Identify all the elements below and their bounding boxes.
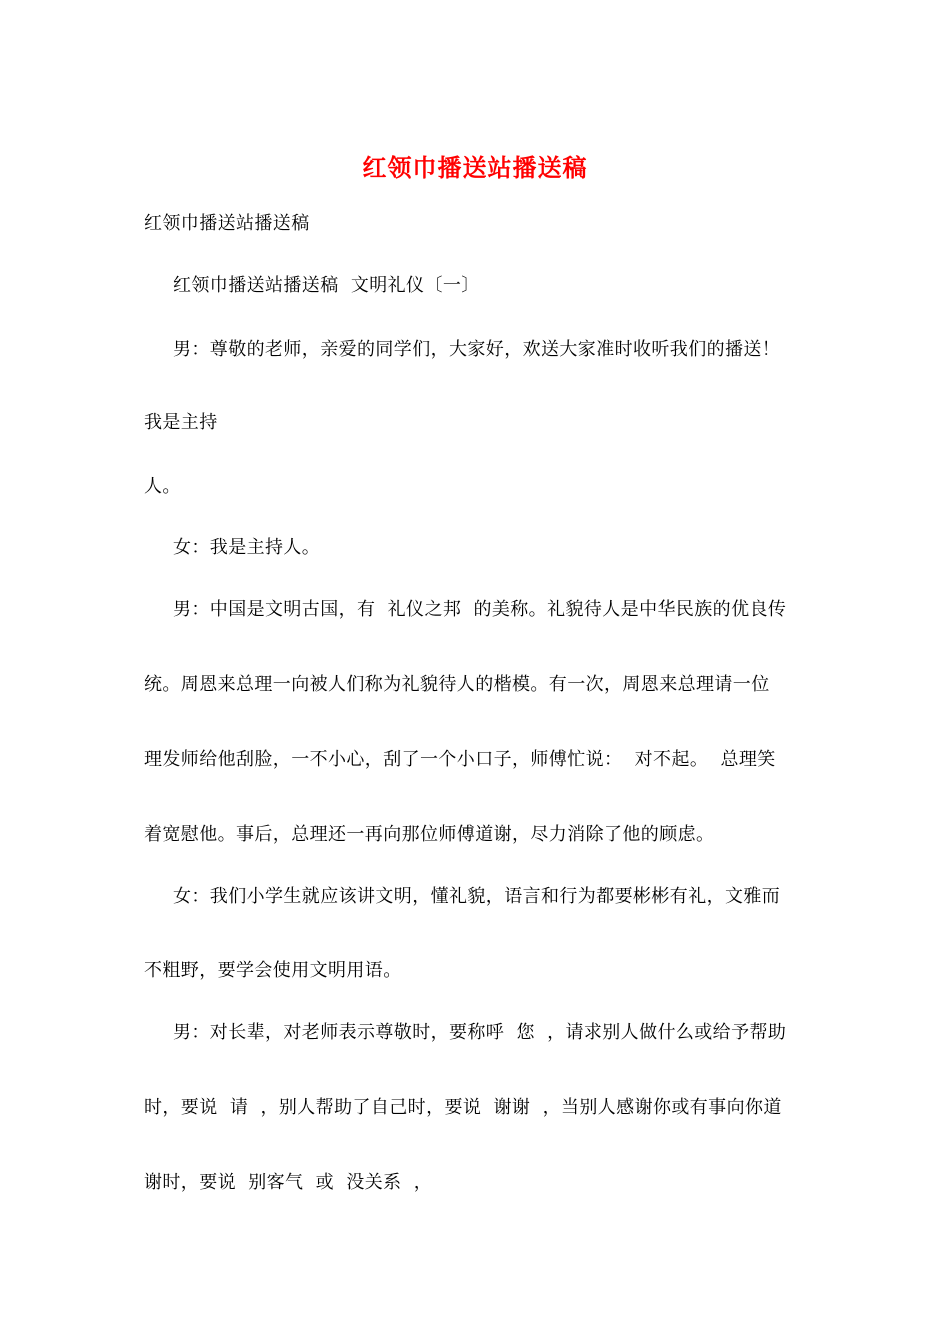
paragraph-line: 谢时，要说 别客气 或 没关系 ，: [144, 1172, 433, 1193]
paragraph-line: 女：我们小学生就应该讲文明，懂礼貌，语言和行为都要彬彬有礼，文雅而: [173, 886, 781, 907]
paragraph-line: 人。: [144, 476, 181, 497]
subtitle-line: 红领巾播送站播送稿: [144, 213, 310, 234]
section-heading: 红领巾播送站播送稿 文明礼仪〔一〕: [173, 275, 480, 296]
paragraph-line: 男：尊敬的老师，亲爱的同学们，大家好，欢送大家准时收听我们的播送！: [173, 339, 781, 360]
paragraph-line: 我是主持: [144, 412, 218, 433]
paragraph-line: 男：中国是文明古国，有 礼仪之邦 的美称。礼貌待人是中华民族的优良传: [173, 599, 787, 620]
document-title: 红领巾播送站播送稿: [362, 153, 588, 182]
paragraph-line: 着宽慰他。事后，总理还一再向那位师傅道谢，尽力消除了他的顾虑。: [144, 824, 715, 845]
paragraph-line: 统。周恩来总理一向被人们称为礼貌待人的楷模。有一次，周恩来总理请一位: [144, 674, 770, 695]
paragraph-line: 女：我是主持人。: [173, 537, 321, 558]
paragraph-line: 男：对长辈，对老师表示尊敬时，要称呼 您 ，请求别人做什么或给予帮助: [173, 1022, 787, 1043]
paragraph-line: 不粗野，要学会使用文明用语。: [144, 960, 402, 981]
paragraph-line: 时，要说 请 ，别人帮助了自己时，要说 谢谢 ，当别人感谢你或有事向你道: [144, 1097, 782, 1118]
paragraph-line: 理发师给他刮脸，一不小心，刮了一个小口子，师傅忙说： 对不起。 总理笑: [144, 749, 776, 770]
